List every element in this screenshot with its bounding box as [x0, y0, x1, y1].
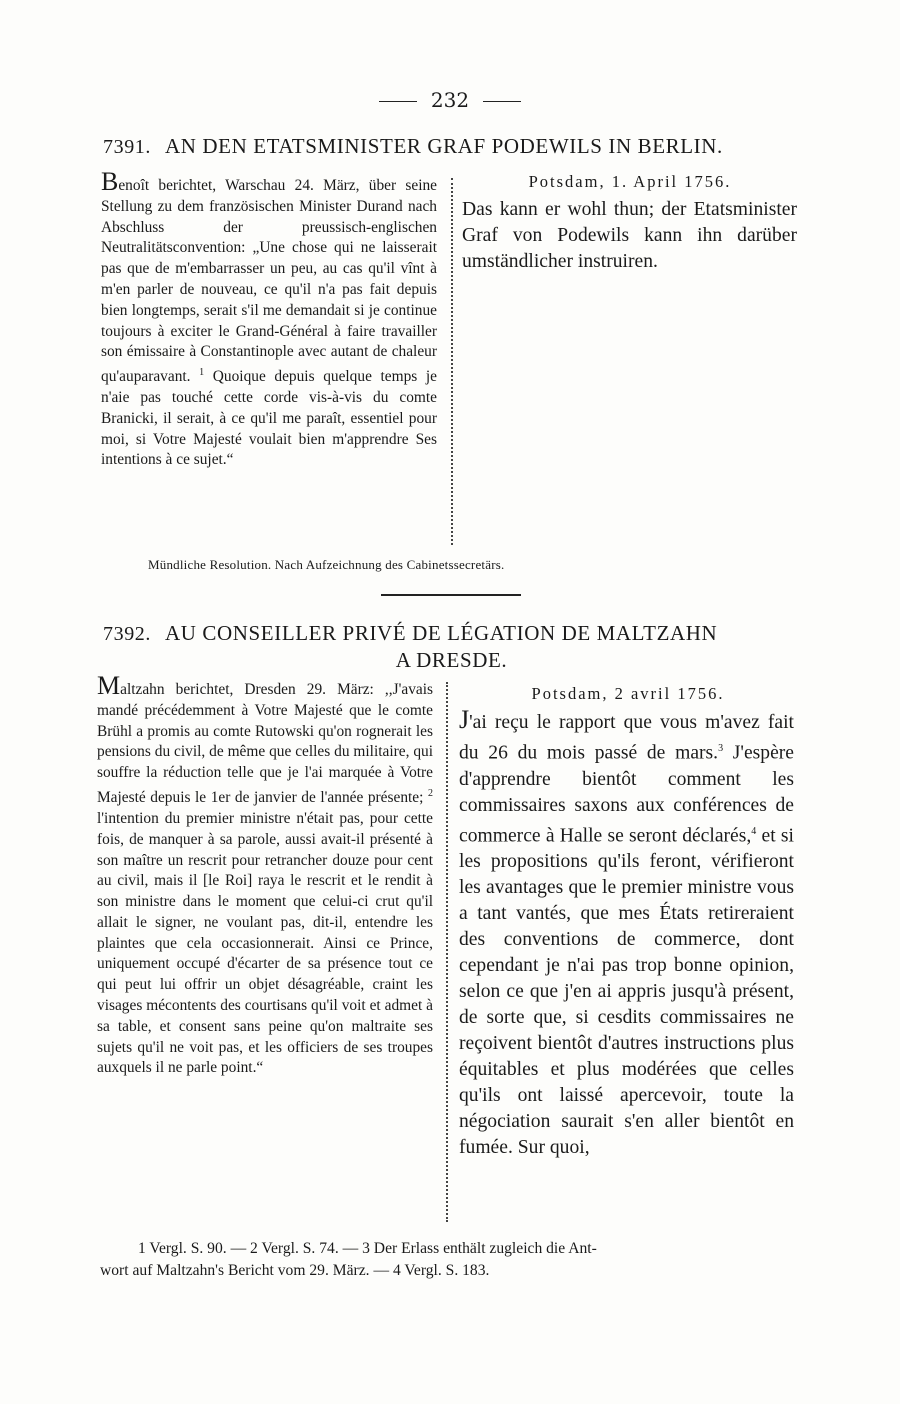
doc1-report-initial: B [101, 167, 119, 196]
doc1-reply [462, 197, 797, 275]
page-number-text: 232 [430, 88, 470, 112]
doc2-report-note-ref: 2 [427, 787, 433, 799]
page-number-rule-left [379, 101, 417, 102]
page-number-rule-right [483, 101, 521, 102]
doc1-report-text-cont: Quoique depuis quelque temps je n'aie pas touché cette corde vis-à-vis du comte Branicki, il serait, à ce qu'il me paraît, essentiel pour moi, si Votre Majesté voulait bien m'apprendre Ses intentions à ce sujet.“ [101, 368, 437, 469]
doc2-reply-text: 'ai reçu le rapport que vous m'avez fait du 26 du mois passé de mars. [459, 712, 794, 764]
doc1-report [101, 167, 437, 471]
doc2-report-initial: M [97, 671, 121, 700]
doc2-reply-initial: J [459, 705, 470, 734]
doc2-title-line1: AU CONSEILLER PRIVÉ DE LÉGATION DE MALTZAHN [165, 621, 718, 645]
section-separator [381, 594, 521, 596]
doc1-resolution: Mündliche Resolution. Nach Aufzeichnung des Cabinetssecretärs. [148, 557, 505, 572]
doc1-reply-text: Das kann er wohl thun; der Etatsminister Graf von Podewils kann ihn darüber umständlicher instruiren. [462, 199, 797, 272]
doc2-reply-text-cont: J'espère d'apprendre bientôt comment les commissaires saxons aux conférences de commerce à Halle se seront déclarés, [459, 742, 794, 847]
page-number [0, 88, 900, 112]
doc2-title-line2: A DRESDE. [395, 648, 508, 672]
doc2-reply-note-ref: 3 [718, 743, 724, 754]
doc2-report-text-cont: l'intention du premier ministre n'était pas, pour cette fois, de manquer à sa parole, aussi avait-il présenté à son maître un rescrit pour retrancher douze pour cent au civil, mais il [le Roi] raya le rescrit et le rendit à son ministre dans le moment que celui-ci crut qu'il allait le signer, ne voulant pas, dit-il, entendre les plaintes que cela occasionnerait. Ainsi ce Prince, uniquement occupé d'écarter de sa présence tout ce qui peut lui offrir un objet désagréable, craint les visages mécontents des courtisans qu'il voit et admet à sa table, et consent sans peine qu'on maltraite ses sujets qu'il ne voit pas, et les officiers de ses troupes auxquels il ne parle point.“ [97, 809, 433, 1077]
doc2-report-text: altzahn berichtet, Dresden 29. März: ,,J'avais mandé précédemment à Votre Majesté que le comte Brühl a promis au comte Rutowski qu'on rognerait les pensions du civil, de même que celles du militaire, qui souffre la réduction telle que je l'ai marquée à Votre Majesté depuis le 1er de janvier de l'année présente; [97, 681, 433, 807]
doc2-reply [459, 707, 794, 1161]
doc2-reply-note-ref2: 4 [751, 825, 757, 837]
doc2-report [97, 671, 433, 1079]
doc1-report-note-ref: 1 [199, 367, 205, 379]
doc2-heading [103, 621, 800, 673]
doc1-report-text: enoît berichtet, Warschau 24. März, über seine Stellung zu dem französischen Minister Durand nach Abschluss der preussisch-englischen Neutralitätsconvention: „Une chose qui ne laisserait pas que de m'embarrasser un peu, au cas qu'il vînt à m'en parler de nouveau, ce qu'il n'a pas fait depuis bien longtemps, serait s'il me demandait si je continue toujours à exciter le Grand-Général à faire travailler son émissaire à Constantinople avec autant de chaleur qu'auparavant. [101, 177, 437, 386]
doc2-place-date: Potsdam, 2 avril 1756. [531, 684, 725, 703]
doc1-title: AN DEN ETATSMINISTER GRAF PODEWILS IN BERLIN. [165, 134, 723, 158]
doc1-column-divider [451, 178, 453, 545]
doc2-column-divider [446, 682, 448, 1222]
doc2-reply-text-cont2: et si les propositions qu'ils feront, vérifieront les avantages que le premier ministre vous a tant vantés, que mes États retireraient des conventions de commerce, dont cependant je n'ai pas trop bonne opinion, selon ce que j'en ai appris jusqu'à présent, de sorte que, si cesdits commissaires ne reçoivent bientôt d'autres instructions plus équitables et plus modérées que celles qu'ils ont laissé apercevoir, toute la négociation saurait s'en aller bientôt en fumée. Sur quoi, [459, 825, 794, 1159]
footnotes-line2: wort auf Maltzahn's Bericht vom 29. März. — 4 Vergl. S. 183. [100, 1262, 490, 1279]
doc1-number: 7391. [103, 136, 151, 158]
footnotes [100, 1238, 792, 1282]
doc1-heading [103, 134, 803, 159]
doc2-number: 7392. [103, 623, 151, 645]
footnotes-line1: 1 Vergl. S. 90. — 2 Vergl. S. 74. — 3 Der Erlass enthält zugleich die Ant- [138, 1240, 597, 1257]
doc1-place-date: Potsdam, 1. April 1756. [528, 172, 732, 191]
doc2-heading-line1 [103, 621, 800, 646]
